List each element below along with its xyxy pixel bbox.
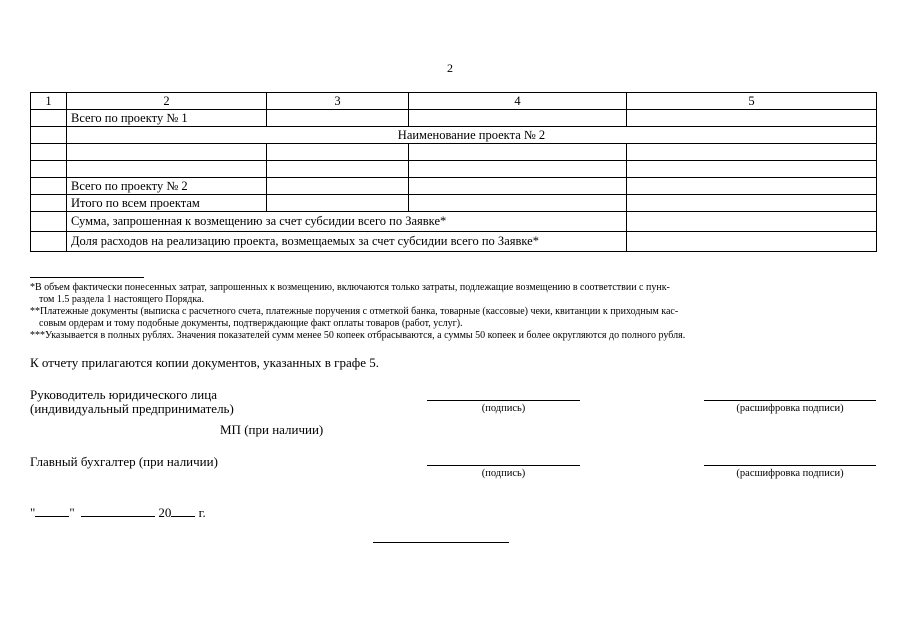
head-signature-line	[427, 400, 580, 401]
table-cell	[267, 161, 409, 178]
table-row	[31, 212, 877, 232]
table-cell	[267, 195, 409, 212]
closing-rule	[373, 542, 509, 543]
year-suffix: г.	[198, 505, 206, 520]
head-decoding-line	[704, 400, 876, 401]
table-cell	[31, 110, 67, 127]
column-header: 5	[627, 93, 877, 110]
row-label-requested-sum: Сумма, запрошенная к возмещению за счет субсидии всего по Заявке*	[67, 212, 627, 232]
table-cell	[267, 144, 409, 161]
row-label-project-2-name: Наименование проекта № 2	[67, 127, 877, 144]
footnote-text: совым ордерам и тому подобные документы, подтверждающие факт оплаты товаров (работ, услуг).	[39, 317, 463, 329]
table-cell	[67, 144, 267, 161]
column-header: 3	[267, 93, 409, 110]
attachments-note: К отчету прилагаются копии документов, указанных в графе 5.	[30, 355, 379, 370]
table-cell	[409, 195, 627, 212]
table-row	[31, 232, 877, 252]
date-quote-close: "	[69, 505, 75, 520]
table-cell	[31, 195, 67, 212]
year-prefix: 20	[158, 505, 172, 520]
head-label-line1: Руководитель юридического лица	[30, 387, 217, 402]
head-label-line2: (индивидуальный предприниматель)	[30, 401, 234, 416]
column-header: 2	[67, 93, 267, 110]
accountant-decoding-line	[704, 465, 876, 466]
report-table	[30, 92, 877, 252]
column-header: 1	[31, 93, 67, 110]
footnote-text: том 1.5 раздела 1 настоящего Порядка.	[39, 293, 204, 305]
table-cell	[409, 110, 627, 127]
table-cell	[627, 144, 877, 161]
row-label-total-all: Итого по всем проектам	[67, 195, 267, 212]
table-row	[31, 144, 877, 161]
table-cell	[409, 178, 627, 195]
table-cell	[409, 161, 627, 178]
table-cell	[267, 110, 409, 127]
table-cell	[31, 127, 67, 144]
signature-caption: (подпись)	[481, 403, 526, 414]
table-cell	[31, 212, 67, 232]
row-label-total-project-2: Всего по проекту № 2	[67, 178, 267, 195]
footnote-2	[30, 306, 876, 329]
page-number: 2	[447, 61, 453, 75]
column-header: 4	[409, 93, 627, 110]
stamp-label: МП (при наличии)	[220, 422, 324, 437]
table-cell	[31, 178, 67, 195]
footnote-separator	[30, 277, 144, 278]
table-cell	[31, 232, 67, 252]
day-blank	[35, 505, 69, 517]
table-header-row	[31, 93, 877, 110]
table-cell	[267, 178, 409, 195]
table-cell	[627, 232, 877, 252]
month-blank	[81, 505, 155, 517]
table-cell	[409, 144, 627, 161]
table-cell	[627, 212, 877, 232]
table-row	[31, 161, 877, 178]
footnote-text: **Платежные документы (выписка с расчетного счета, платежные поручения с отметкой банка, товарные (кассовые) чеки, квитанции к приходным кас-	[30, 306, 679, 317]
table-cell	[627, 110, 877, 127]
footnote-1	[30, 282, 876, 305]
table-row	[31, 110, 877, 127]
date-line	[30, 505, 206, 520]
table-cell	[627, 195, 877, 212]
decoding-caption: (расшифровка подписи)	[736, 403, 844, 414]
table-cell	[627, 161, 877, 178]
table-row	[31, 195, 877, 212]
accountant-signature-line	[427, 465, 580, 466]
footnote-3: ***Указывается в полных рублях. Значения показателей сумм менее 50 копеек отбрасываются, а суммы 50 копеек и более округляются до полного рубля.	[30, 330, 686, 341]
footnotes	[30, 282, 876, 343]
table-cell	[627, 178, 877, 195]
footnote-text: *В объем фактически понесенных затрат, запрошенных к возмещению, включаются только затраты, подлежащие возмещению в соответствии с пунк-	[30, 282, 670, 293]
decoding-caption: (расшифровка подписи)	[736, 468, 844, 479]
accountant-label: Главный бухгалтер (при наличии)	[30, 454, 218, 469]
row-label-total-project-1: Всего по проекту № 1	[67, 110, 267, 127]
year-blank	[171, 505, 195, 517]
table-row	[31, 127, 877, 144]
table-row	[31, 178, 877, 195]
table-cell	[67, 161, 267, 178]
table-cell	[31, 161, 67, 178]
table-cell	[31, 144, 67, 161]
signature-caption: (подпись)	[481, 468, 526, 479]
date-quote-open: "	[30, 505, 36, 520]
row-label-share: Доля расходов на реализацию проекта, возмещаемых за счет субсидии всего по Заявке*	[67, 232, 627, 252]
